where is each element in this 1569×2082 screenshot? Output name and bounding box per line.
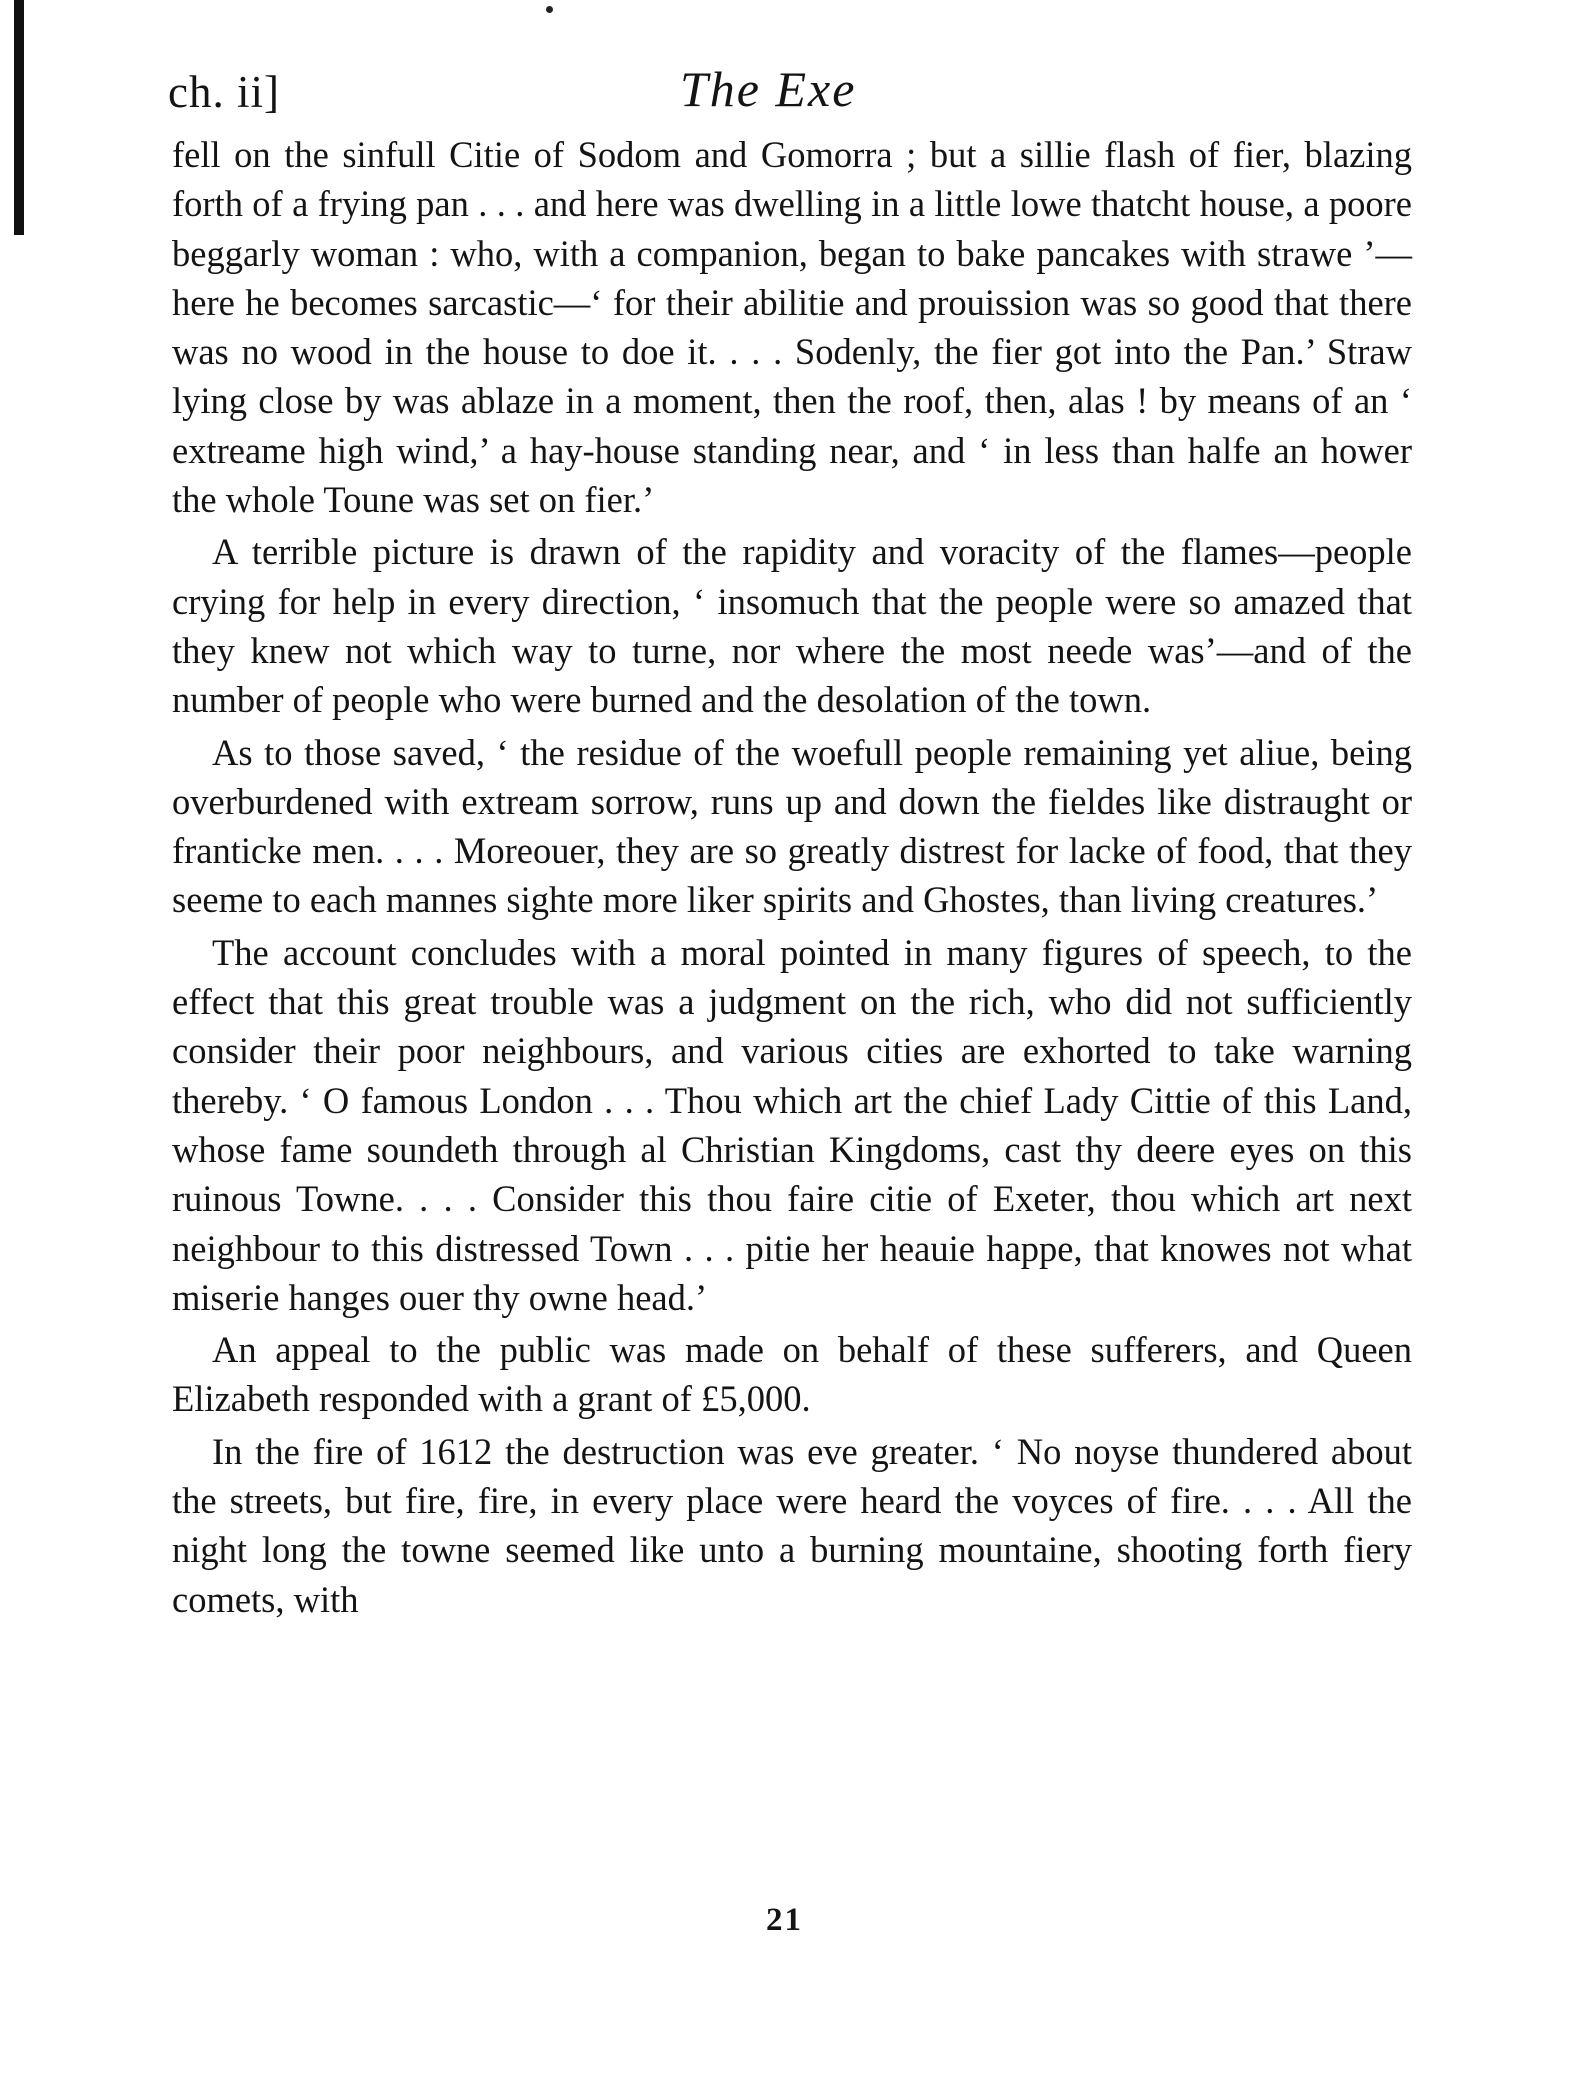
paragraph-continued: fell on the sinfull Citie of Sodom and Gomorra ; but a sillie flash of fier, blazing forth of a frying pan . . . and here was dwelling in a little lowe thatcht house, a poore beggarly woman : who, with a companion, began to bake pancakes with strawe ’—here he becomes sarcastic—‘ for their abilitie and prouission was so good that there was no wood in the house to doe it. . . . Sodenly, the fier got into the Pan.’ Straw lying close by was ablaze in a moment, then the roof, then, alas ! by means of an ‘ extreame high wind,’ a hay-house standing near, and ‘ in less than halfe an hower the whole Toune was set on fier.’: [172, 134, 1412, 521]
chapter-reference: ch. ii]: [168, 67, 280, 117]
page-edge-mark: [14, 0, 24, 235]
paragraph: An appeal to the public was made on behalf of these sufferers, and Queen Elizabeth responded with a grant of £5,000.: [172, 1329, 1412, 1420]
page-number: 21: [766, 1902, 803, 1938]
paragraph: In the fire of 1612 the destruction was eve greater. ‘ No noyse thundered about the streets, but fire, fire, in every place were heard the voyces of fire. . . . All the night long the towne seemed like unto a burning mountaine, shooting forth fiery comets, with: [172, 1430, 1412, 1620]
paragraph: The account concludes with a moral pointed in many figures of speech, to the effect that this great trouble was a judgment on the rich, who did not sufficiently consider their poor neighbours, and various cities are exhorted to take warning thereby. ‘ O famous London . . . Thou which art the chief Lady Cittie of this Land, whose fame soundeth through al Christian Kingdoms, cast thy deere eyes on this ruinous Towne. . . . Consider this thou faire citie of Exeter, thou which art next neighbour to this distressed Town . . . pitie her heauie happe, that knowes not what miserie hanges ouer thy owne head.’: [172, 931, 1412, 1318]
top-dot-mark: [546, 6, 553, 13]
paragraph: As to those saved, ‘ the residue of the woefull people remaining yet aliue, being overburdened with extream sorrow, runs up and down the fieldes like distraught or franticke men. . . . Moreouer, they are so greatly distrest for lacke of food, that they seeme to each mannes sighte more liker spirits and Ghostes, than living creatures.’: [172, 731, 1412, 921]
body-text: [172, 130, 1412, 1624]
running-title: The Exe: [680, 61, 857, 117]
paragraph: A terrible picture is drawn of the rapidity and voracity of the flames—people crying for help in every direction, ‘ insomuch that the people were so amazed that they knew not which way to turne, nor where the most neede was’—and of the number of people who were burned and the desolation of the town.: [172, 531, 1412, 721]
running-head: [168, 61, 1413, 126]
